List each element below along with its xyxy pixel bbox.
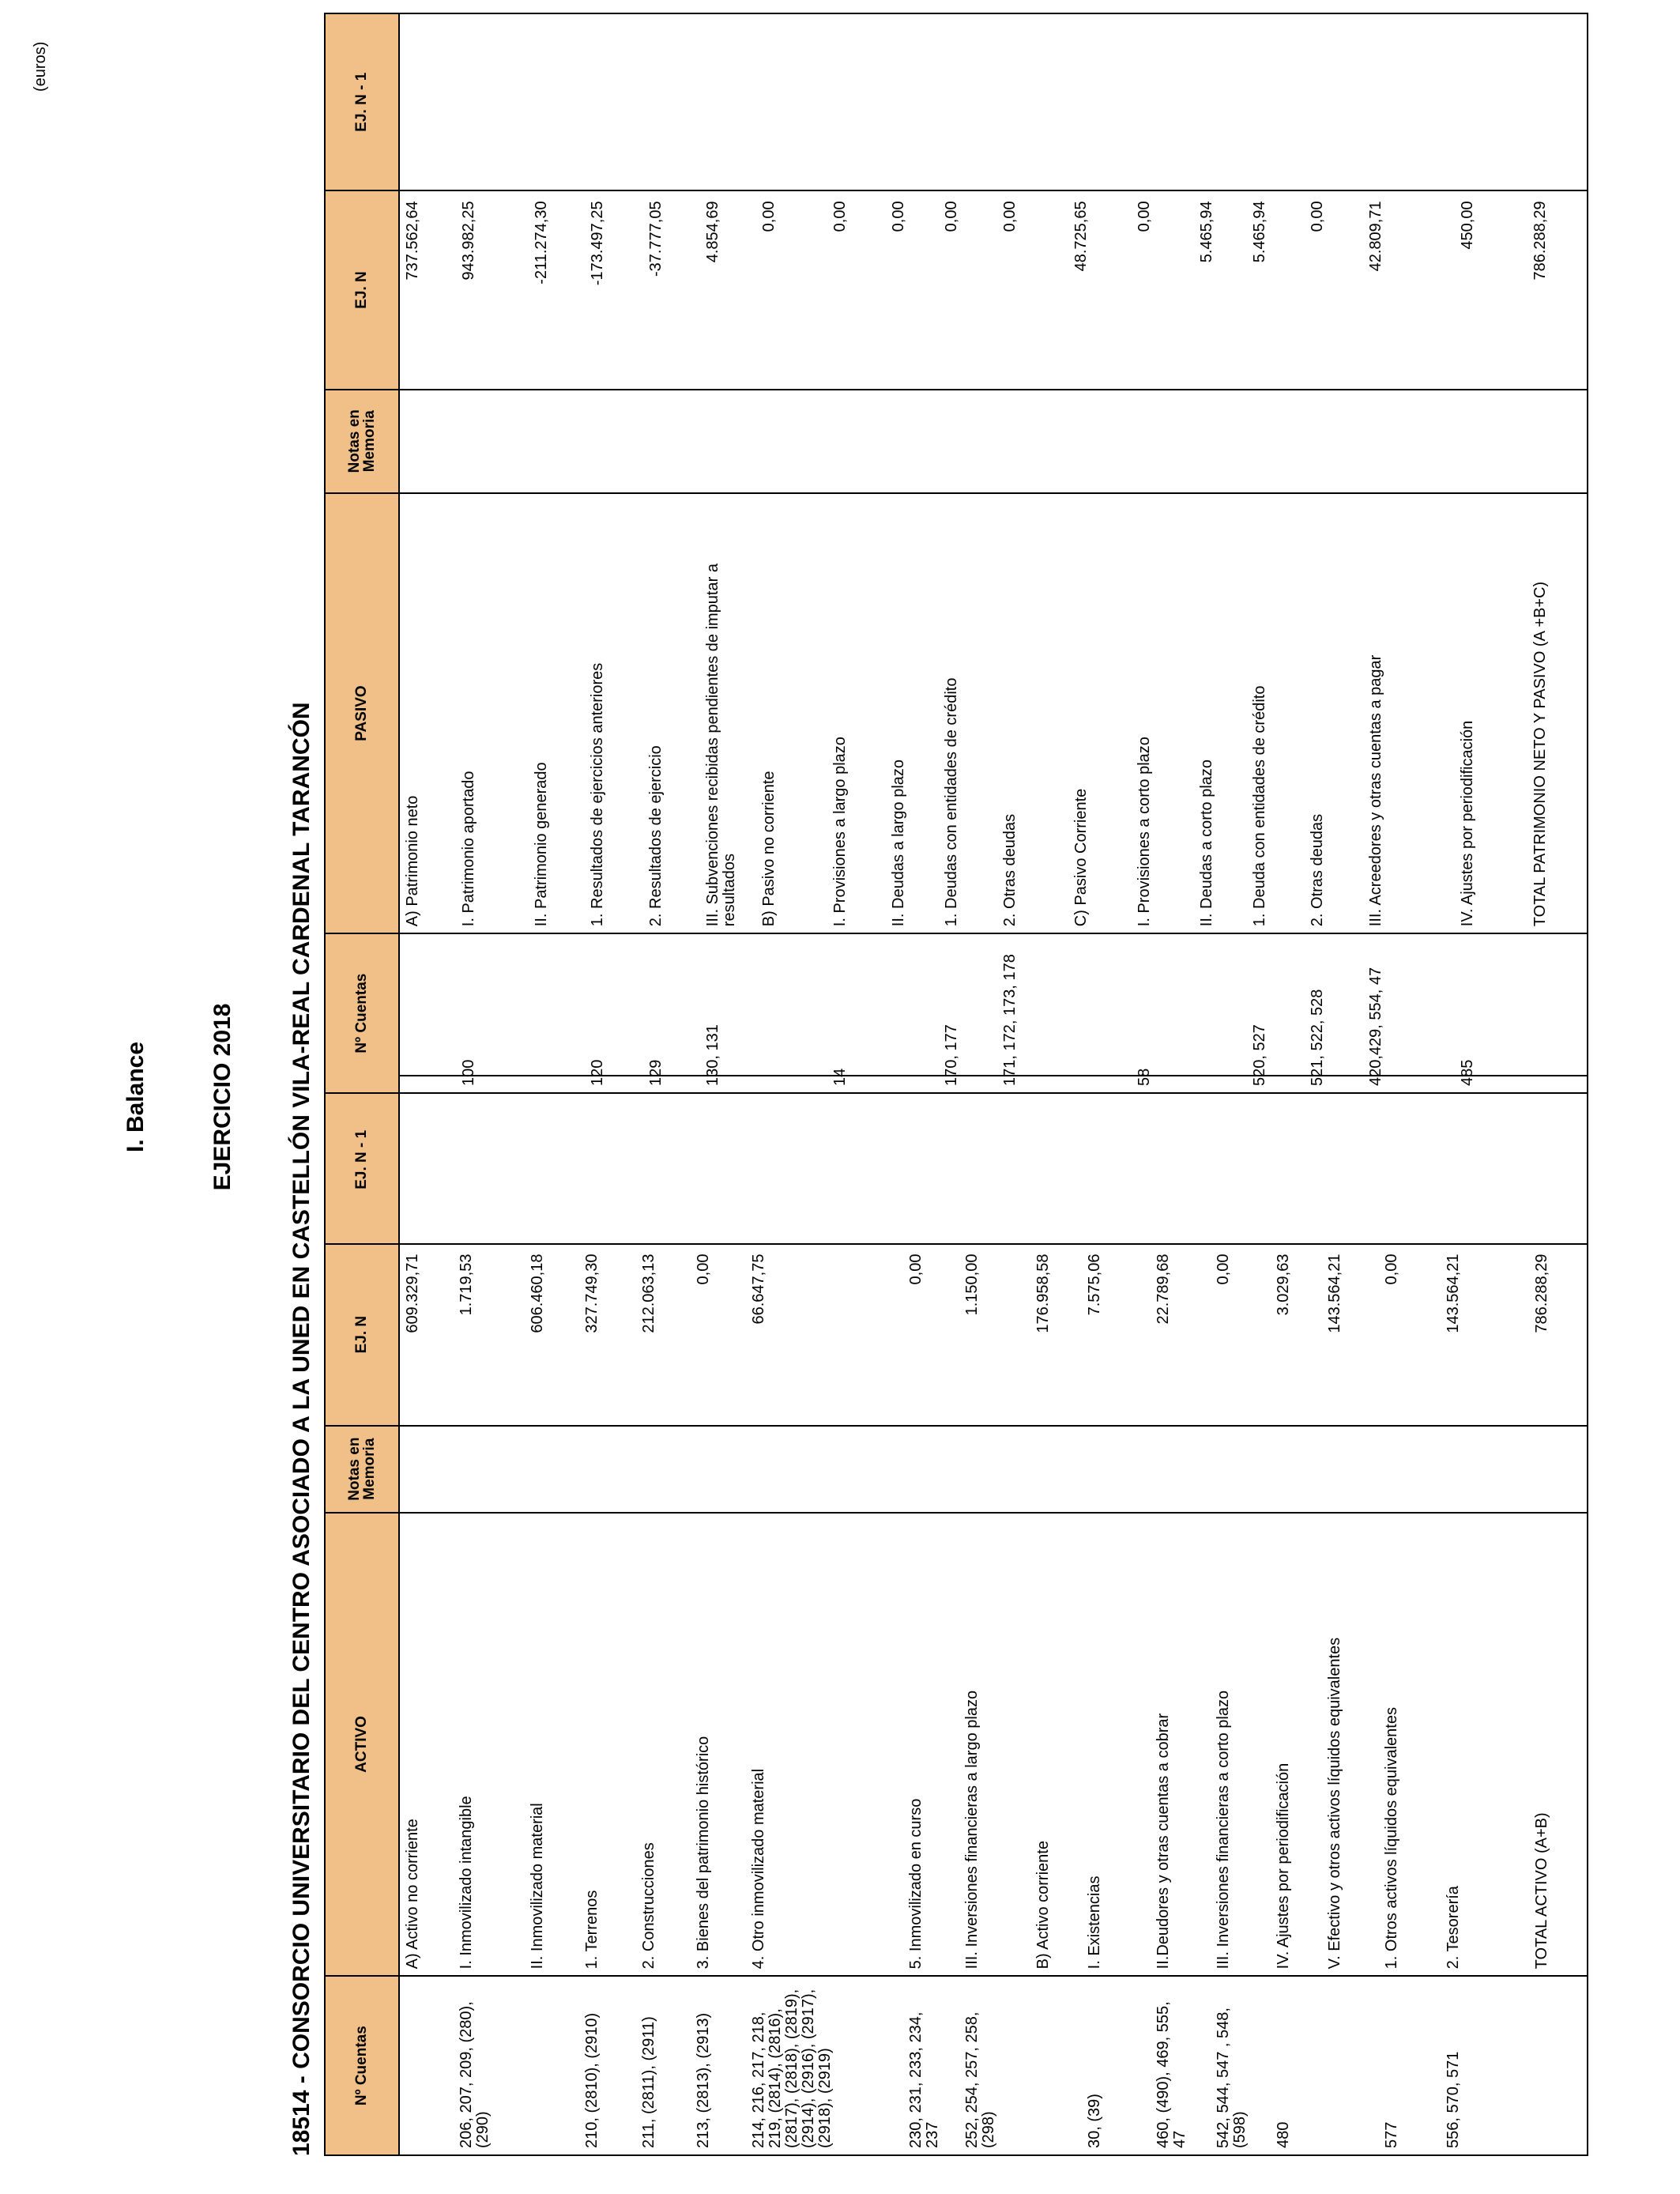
cell-label: B) Activo corriente [1030,1513,1082,1977]
cell-ej-n: 66.647,75 [746,1244,903,1426]
cell-cuentas: 100 [456,933,529,1093]
cell-cuentas [1030,1976,1082,2155]
cell-ej-n: 143.564,21 [1322,1244,1379,1426]
cell-ej-n: 1.719,53 [454,1244,525,1426]
cell-cuentas [399,933,456,1093]
cell-cuentas [1194,933,1247,1093]
cell-ej-n1 [1529,1076,1588,1244]
cell-ej-n1 [585,13,643,190]
cell-ej-n: 22.789,68 [1151,1244,1211,1426]
cell-notas [643,390,700,493]
cell-cuentas: 460, (490), 469, 555, 47 [1151,1976,1211,2155]
cell-label: TOTAL ACTIVO (A+B) [1529,1513,1588,1977]
cell-notas [399,390,456,493]
cell-notas [454,1426,525,1513]
cell-notas [636,1426,691,1513]
cell-ej-n1 [529,13,586,190]
cell-ej-n: 5.465,94 [1194,190,1247,389]
cell-notas [903,1426,960,1513]
cell-ej-n: 0,00 [691,1244,745,1426]
cell-label: 2. Construcciones [636,1513,691,1977]
cell-ej-n: 7.575,06 [1082,1244,1151,1426]
cell-notas [1379,1426,1441,1513]
cell-cuentas [1529,1976,1588,2155]
activo-row [1211,1076,1271,2155]
activo-row [746,1076,903,2155]
cell-notas [1030,1426,1082,1513]
col-header-notas: Notas en Memoria [325,390,399,493]
cell-notas [1271,1426,1322,1513]
pasivo-row [1194,13,1247,1093]
cell-ej-n1 [1441,1076,1529,1244]
cell-notas [529,390,586,493]
cell-label: II. Deudas a largo plazo [886,493,939,933]
cell-notas [1322,1426,1379,1513]
cell-label: III. Inversiones financieras a largo plazo [959,1513,1030,1977]
cell-notas [1455,390,1527,493]
cell-ej-n1 [886,13,939,190]
cell-notas [756,390,827,493]
cell-ej-n1 [579,1076,636,1244]
cell-notas [579,1426,636,1513]
pasivo-row [643,13,700,1093]
activo-row [1529,1076,1588,2155]
cell-ej-n1 [746,1076,903,1244]
cell-ej-n1 [456,13,529,190]
cell-ej-n1 [1211,1076,1271,1244]
pasivo-row [827,13,886,1093]
activo-row [1082,1076,1151,2155]
pasivo-row [997,13,1068,1093]
cell-ej-n1 [643,13,700,190]
pasivo-row [700,13,757,1093]
activo-row [1030,1076,1082,2155]
cell-label: 1. Otros activos líquidos equivalentes [1379,1513,1441,1977]
cell-label: I. Inmovilizado intangible [454,1513,525,1977]
cell-ej-n: 0,00 [1305,190,1363,389]
cell-notas [1527,390,1588,493]
cell-label: TOTAL PATRIMONIO NETO Y PASIVO (A +B+C) [1527,493,1588,933]
col-header-ej-n1: EJ. N - 1 [325,13,399,190]
cell-cuentas [756,933,827,1093]
exercise-title: EJERCICIO 2018 [209,1003,235,1191]
pasivo-row [939,13,997,1093]
cell-ej-n: 0,00 [903,1244,960,1426]
activo-row [1322,1076,1379,2155]
cell-ej-n: 0,00 [1379,1244,1441,1426]
cell-ej-n: 327.749,30 [579,1244,636,1426]
entity-title: 18514 - CONSORCIO UNIVERSITARIO DEL CENTRO ASOCIADO A LA UNED EN CASTELLÓN VILA-REAL CARDENAL TARANCÓN [288,702,315,2156]
activo-row [959,1076,1030,2155]
cell-cuentas: 230, 231, 233, 234, 237 [903,1976,960,2155]
cell-label: 5. Inmovilizado en curso [903,1513,960,1977]
cell-ej-n1 [827,13,886,190]
cell-label: 3. Bienes del patrimonio histórico [691,1513,745,1977]
cell-cuentas: 210, (2810), (2910) [579,1976,636,2155]
pasivo-row [1527,13,1588,1093]
cell-notas [1068,390,1132,493]
cell-ej-n: -173.497,25 [585,190,643,389]
pasivo-row [529,13,586,1093]
cell-label: 2. Resultados de ejercicio [643,493,700,933]
cell-label: 2. Otras deudas [1305,493,1363,933]
col-header-ej-n: EJ. N [325,190,399,389]
col-header-cuentas: Nº Cuentas [325,933,399,1093]
cell-notas [997,390,1068,493]
cell-label: 1. Deudas con entidades de crédito [939,493,997,933]
cell-label: 1. Resultados de ejercicios anteriores [585,493,643,933]
cell-notas [1529,1426,1588,1513]
cell-label: I. Provisiones a corto plazo [1132,493,1193,933]
cell-ej-n: 42.809,71 [1363,190,1454,389]
cell-ej-n: 143.564,21 [1441,1244,1529,1426]
pasivo-row [886,13,939,1093]
cell-ej-n: 176.958,58 [1030,1244,1082,1426]
cell-ej-n1 [1271,1076,1322,1244]
activo-row [691,1076,745,2155]
activo-table [324,1075,1588,2156]
cell-cuentas [525,1976,579,2155]
cell-notas [399,1426,454,1513]
cell-ej-n1 [399,13,456,190]
cell-ej-n1 [525,1076,579,1244]
cell-label: II. Inmovilizado material [525,1513,579,1977]
cell-cuentas: 520, 527 [1247,933,1305,1093]
cell-ej-n1 [399,1076,454,1244]
cell-cuentas: 252, 254, 257, 258, (298) [959,1976,1030,2155]
cell-cuentas [886,933,939,1093]
cell-ej-n: 786.288,29 [1529,1244,1588,1426]
cell-label: 2. Otras deudas [997,493,1068,933]
cell-ej-n: 0,00 [827,190,886,389]
pasivo-row [1247,13,1305,1093]
cell-label: 4. Otro inmovilizado material [746,1513,903,1977]
pasivo-table [324,13,1588,1094]
cell-notas [1441,1426,1529,1513]
cell-cuentas: 485 [1455,933,1527,1093]
cell-notas [959,1426,1030,1513]
cell-notas [1132,390,1193,493]
cell-notas [585,390,643,493]
cell-notas [700,390,757,493]
cell-label: C) Pasivo Corriente [1068,493,1132,933]
cell-label: B) Pasivo no corriente [756,493,827,933]
activo-row [1379,1076,1441,2155]
cell-cuentas: 556, 570, 571 [1441,1976,1529,2155]
cell-ej-n1 [1322,1076,1379,1244]
cell-label: 1. Deuda con entidades de crédito [1247,493,1305,933]
activo-row [1271,1076,1322,2155]
cell-notas [746,1426,903,1513]
cell-label: II. Patrimonio generado [529,493,586,933]
cell-label: 2. Tesorería [1441,1513,1529,1977]
cell-ej-n: 212.063,13 [636,1244,691,1426]
cell-ej-n: 0,00 [939,190,997,389]
units-label: (euros) [32,41,49,92]
cell-notas [1363,390,1454,493]
cell-cuentas: 206, 207, 209, (280), (290) [454,1976,525,2155]
col-header-activo: ACTIVO [325,1513,399,1977]
cell-ej-n: 3.029,63 [1271,1244,1322,1426]
cell-notas [827,390,886,493]
cell-ej-n: 0,00 [886,190,939,389]
cell-cuentas: 521, 522, 528 [1305,933,1363,1093]
activo-row [579,1076,636,2155]
cell-cuentas [529,933,586,1093]
pasivo-row [456,13,529,1093]
cell-cuentas: 120 [585,933,643,1093]
cell-ej-n1 [1194,13,1247,190]
pasivo-row [1363,13,1454,1093]
cell-label: V. Efectivo y otros activos líquidos equivalentes [1322,1513,1379,1977]
cell-ej-n: -37.777,05 [643,190,700,389]
cell-cuentas: 129 [643,933,700,1093]
col-header-ej-n1: EJ. N - 1 [325,1076,399,1244]
cell-ej-n1 [1379,1076,1441,1244]
cell-ej-n1 [903,1076,960,1244]
pasivo-row [585,13,643,1093]
cell-notas [525,1426,579,1513]
col-header-cuentas: Nº Cuentas [325,1976,399,2155]
cell-cuentas: 213, (2813), (2913) [691,1976,745,2155]
pasivo-row [1132,13,1193,1093]
cell-ej-n1 [454,1076,525,1244]
activo-row [636,1076,691,2155]
cell-cuentas: 420,429, 554, 47 [1363,933,1454,1093]
cell-cuentas: 171, 172, 173, 178 [997,933,1068,1093]
cell-ej-n: 609.329,71 [399,1244,454,1426]
cell-label: III. Acreedores y otras cuentas a pagar [1363,493,1454,933]
cell-notas [1082,1426,1151,1513]
cell-ej-n1 [700,13,757,190]
cell-ej-n: 48.725,65 [1068,190,1132,389]
cell-ej-n1 [1247,13,1305,190]
cell-label: A) Patrimonio neto [399,493,456,933]
cell-ej-n: 0,00 [997,190,1068,389]
cell-cuentas: 14 [827,933,886,1093]
cell-ej-n: 737.562,64 [399,190,456,389]
pasivo-row [399,13,456,1093]
cell-ej-n1 [1068,13,1132,190]
cell-cuentas: 58 [1132,933,1193,1093]
cell-ej-n1 [1132,13,1193,190]
cell-cuentas: 170, 177 [939,933,997,1093]
pasivo-row [1455,13,1527,1093]
activo-row [1441,1076,1529,2155]
col-header-notas: Notas en Memoria [325,1426,399,1513]
cell-label: A) Activo no corriente [399,1513,454,1977]
cell-label: I. Existencias [1082,1513,1151,1977]
cell-notas [939,390,997,493]
cell-ej-n: 786.288,29 [1527,190,1588,389]
cell-label: III. Inversiones financieras a corto plazo [1211,1513,1271,1977]
cell-ej-n: 943.982,25 [456,190,529,389]
cell-cuentas [1068,933,1132,1093]
activo-row [399,1076,454,2155]
pasivo-row [1068,13,1132,1093]
cell-label: II. Deudas a corto plazo [1194,493,1247,933]
activo-row [454,1076,525,2155]
cell-label: III. Subvenciones recibidas pendientes de imputar a resultados [700,493,757,933]
cell-notas [886,390,939,493]
cell-ej-n1 [939,13,997,190]
cell-cuentas: 211, (2811), (2911) [636,1976,691,2155]
cell-ej-n1 [997,13,1068,190]
cell-notas [1211,1426,1271,1513]
cell-cuentas [399,1976,454,2155]
cell-ej-n: 0,00 [1132,190,1193,389]
cell-ej-n1 [1082,1076,1151,1244]
cell-ej-n: 1.150,00 [959,1244,1030,1426]
cell-notas [1247,390,1305,493]
cell-ej-n1 [1030,1076,1082,1244]
activo-row [525,1076,579,2155]
cell-ej-n: 606.460,18 [525,1244,579,1426]
cell-cuentas: 214, 216, 217, 218, 219, (2814), (2816), (2817), (2818), (2819), (2914), (2916), (2917), (2918), (2919) [746,1976,903,2155]
cell-cuentas: 542, 544, 547 , 548, (598) [1211,1976,1271,2155]
cell-label: I. Provisiones a largo plazo [827,493,886,933]
cell-notas [1194,390,1247,493]
cell-cuentas [1527,933,1588,1093]
cell-cuentas: 30, (39) [1082,1976,1151,2155]
cell-cuentas: 480 [1271,1976,1322,2155]
col-header-pasivo: PASIVO [325,493,399,933]
cell-ej-n1 [691,1076,745,1244]
cell-ej-n1 [1455,13,1527,190]
cell-ej-n: 5.465,94 [1247,190,1305,389]
cell-ej-n1 [1305,13,1363,190]
pasivo-row [756,13,827,1093]
cell-ej-n1 [636,1076,691,1244]
cell-cuentas: 577 [1379,1976,1441,2155]
cell-ej-n: 4.854,69 [700,190,757,389]
cell-ej-n1 [756,13,827,190]
col-header-ej-n: EJ. N [325,1244,399,1426]
cell-ej-n: -211.274,30 [529,190,586,389]
cell-ej-n1 [1363,13,1454,190]
pasivo-row [1305,13,1363,1093]
activo-row [1151,1076,1211,2155]
activo-row [903,1076,960,2155]
cell-notas [1305,390,1363,493]
cell-ej-n1 [1151,1076,1211,1244]
cell-ej-n1 [959,1076,1030,1244]
cell-ej-n: 0,00 [1211,1244,1271,1426]
cell-ej-n: 0,00 [756,190,827,389]
cell-label: I. Patrimonio aportado [456,493,529,933]
cell-label: II.Deudores y otras cuentas a cobrar [1151,1513,1211,1977]
cell-notas [456,390,529,493]
cell-label: IV. Ajustes por periodificación [1455,493,1527,933]
cell-notas [1151,1426,1211,1513]
cell-label: 1. Terrenos [579,1513,636,1977]
section-title: I. Balance [122,1041,149,1153]
cell-cuentas: 130, 131 [700,933,757,1093]
cell-ej-n: 450,00 [1455,190,1527,389]
cell-notas [691,1426,745,1513]
cell-ej-n1 [1527,13,1588,190]
cell-label: IV. Ajustes por periodificación [1271,1513,1322,1977]
cell-cuentas [1322,1976,1379,2155]
